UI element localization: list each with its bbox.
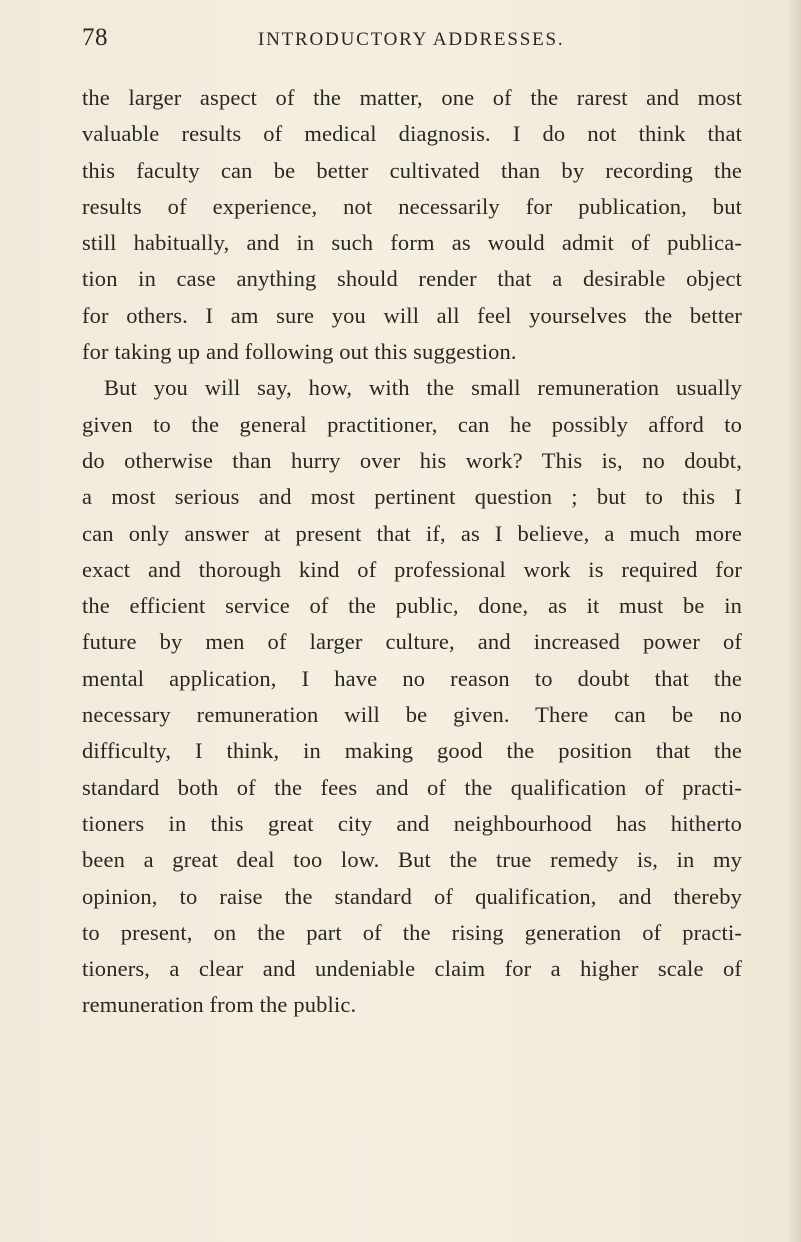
text-line: for others. I am sure you will all feel yourselves the better — [82, 302, 742, 328]
page-number: 78 — [82, 24, 108, 51]
text-line: But you will say, how, with the small remuneration usually — [104, 375, 742, 401]
text-line: opinion, to raise the standard of qualification, and thereby — [82, 883, 742, 909]
page-edge-shadow — [787, 0, 801, 1242]
text-line: future by men of larger culture, and increased power of — [82, 629, 742, 655]
text-line: this faculty can be better cultivated than by recording the — [82, 157, 742, 183]
text-line: can only answer at present that if, as I believe, a much more — [82, 520, 742, 546]
text-line: valuable results of medical diagnosis. I do not think that — [82, 121, 742, 147]
text-line: tioners, a clear and undeniable claim for a higher scale of — [82, 956, 742, 982]
text-line: results of experience, not necessarily for publication, but — [82, 193, 742, 219]
text-line: tion in case anything should render that a desirable object — [82, 266, 742, 292]
text-line: difficulty, I think, in making good the position that the — [82, 738, 742, 764]
text-line: standard both of the fees and of the qualification of practi- — [82, 774, 742, 800]
text-line: been a great deal too low. But the true remedy is, in my — [82, 847, 742, 873]
text-line: the efficient service of the public, done, as it must be in — [82, 593, 742, 619]
text-line: given to the general practitioner, can he possibly afford to — [82, 411, 742, 437]
text-line: still habitually, and in such form as would admit of publica- — [82, 230, 742, 256]
text-line: necessary remuneration will be given. There can be no — [82, 702, 742, 728]
text-line: the larger aspect of the matter, one of the rarest and most — [82, 85, 742, 110]
text-line: mental application, I have no reason to doubt that the — [82, 665, 742, 691]
text-line: for taking up and following out this suggestion. — [82, 339, 517, 365]
running-title: INTRODUCTORY ADDRESSES. — [258, 29, 565, 50]
text-line: exact and thorough kind of professional work is required for — [82, 556, 742, 582]
text-line: tioners in this great city and neighbourhood has hitherto — [82, 810, 742, 836]
text-line: remuneration from the public. — [82, 992, 357, 1018]
running-head — [82, 22, 702, 54]
body-text — [82, 80, 742, 1024]
text-line: to present, on the part of the rising generation of practi- — [82, 919, 742, 945]
text-line: do otherwise than hurry over his work? This is, no doubt, — [82, 447, 742, 473]
text-line: a most serious and most pertinent question ; but to this I — [82, 484, 742, 510]
